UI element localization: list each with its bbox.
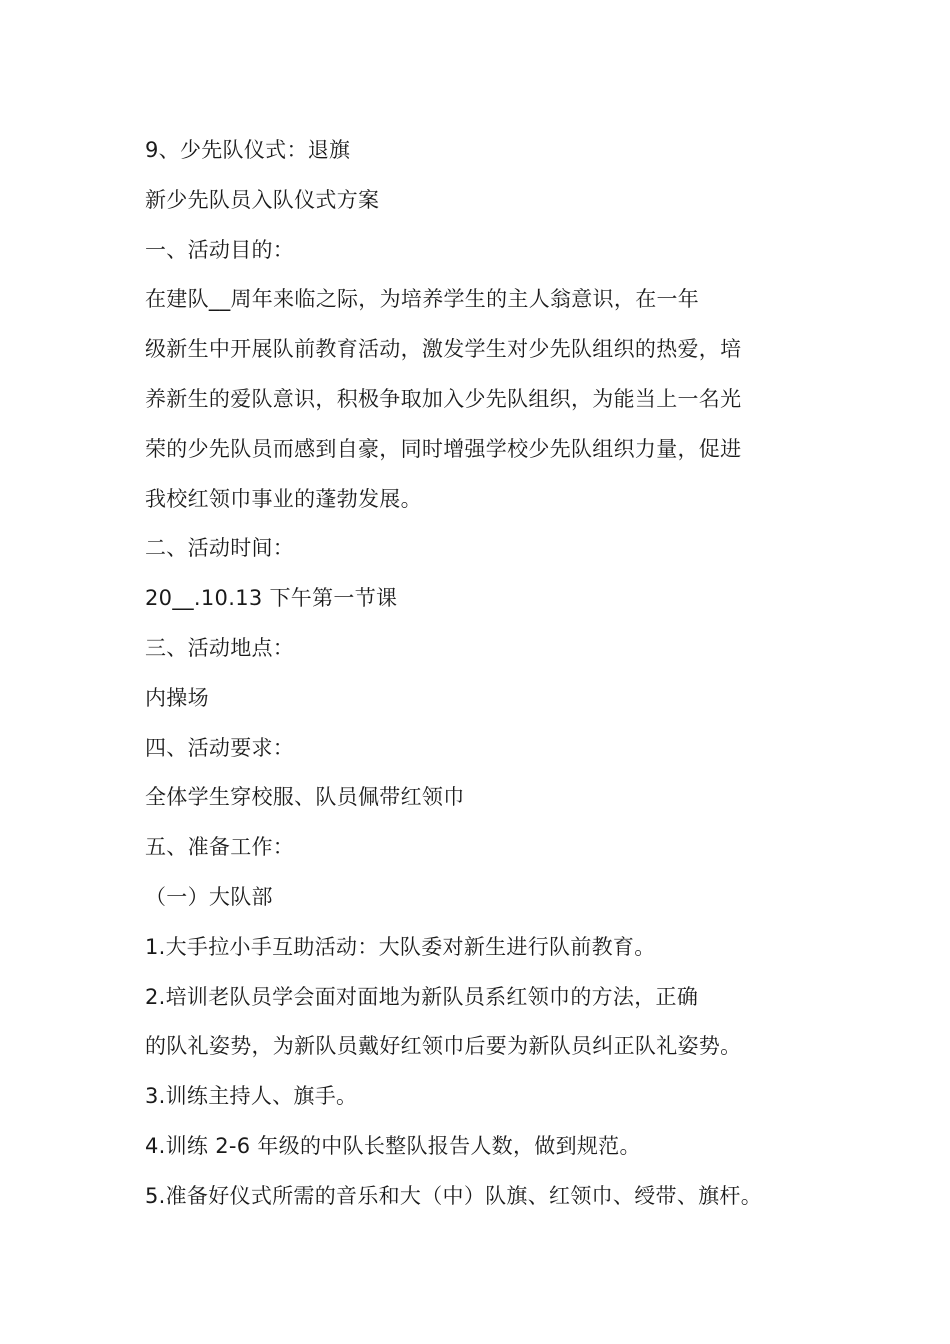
activity-requirements: 全体学生穿校服、队员佩带红领巾 [145,785,465,810]
heading-retire-flag: 9、少先队仪式：退旗 [145,138,351,162]
section-heading-preparation: 五、准备工作： [145,835,295,860]
plan-title: 新少先队员入队仪式方案 [145,187,380,212]
section-heading-location: 三、活动地点： [145,635,295,660]
section-heading-time: 二、活动时间： [145,536,295,561]
subsection-heading-brigade: （一）大队部 [145,884,273,909]
paragraph-line: 级新生中开展队前教育活动，激发学生对少先队组织的热爱，培 [145,337,742,362]
section-heading-requirements: 四、活动要求： [145,735,295,760]
activity-location: 内操场 [145,685,209,710]
paragraph-line: 我校红领巾事业的蓬勃发展。 [145,486,422,511]
list-item-continuation: 的队礼姿势，为新队员戴好红领巾后要为新队员纠正队礼姿势。 [145,1034,742,1059]
section-heading-purpose: 一、活动目的： [145,237,295,262]
activity-time: 20__.10.13 下午第一节课 [145,586,398,611]
list-item: 4.训练 2-6 年级的中队长整队报告人数，做到规范。 [145,1133,641,1158]
list-item: 2.培训老队员学会面对面地为新队员系红领巾的方法，正确 [145,984,699,1009]
list-item: 1.大手拉小手互助活动：大队委对新生进行队前教育。 [145,934,656,959]
list-item: 5.准备好仪式所需的音乐和大（中）队旗、红领巾、绶带、旗杆。 [145,1183,763,1208]
paragraph-line: 荣的少先队员而感到自豪，同时增强学校少先队组织力量，促进 [145,436,742,461]
paragraph-line: 在建队__周年来临之际，为培养学生的主人翁意识，在一年 [145,287,700,312]
list-item: 3.训练主持人、旗手。 [145,1084,358,1109]
document-body [145,130,805,1226]
paragraph-line: 养新生的爱队意识，积极争取加入少先队组织，为能当上一名光 [145,386,742,411]
